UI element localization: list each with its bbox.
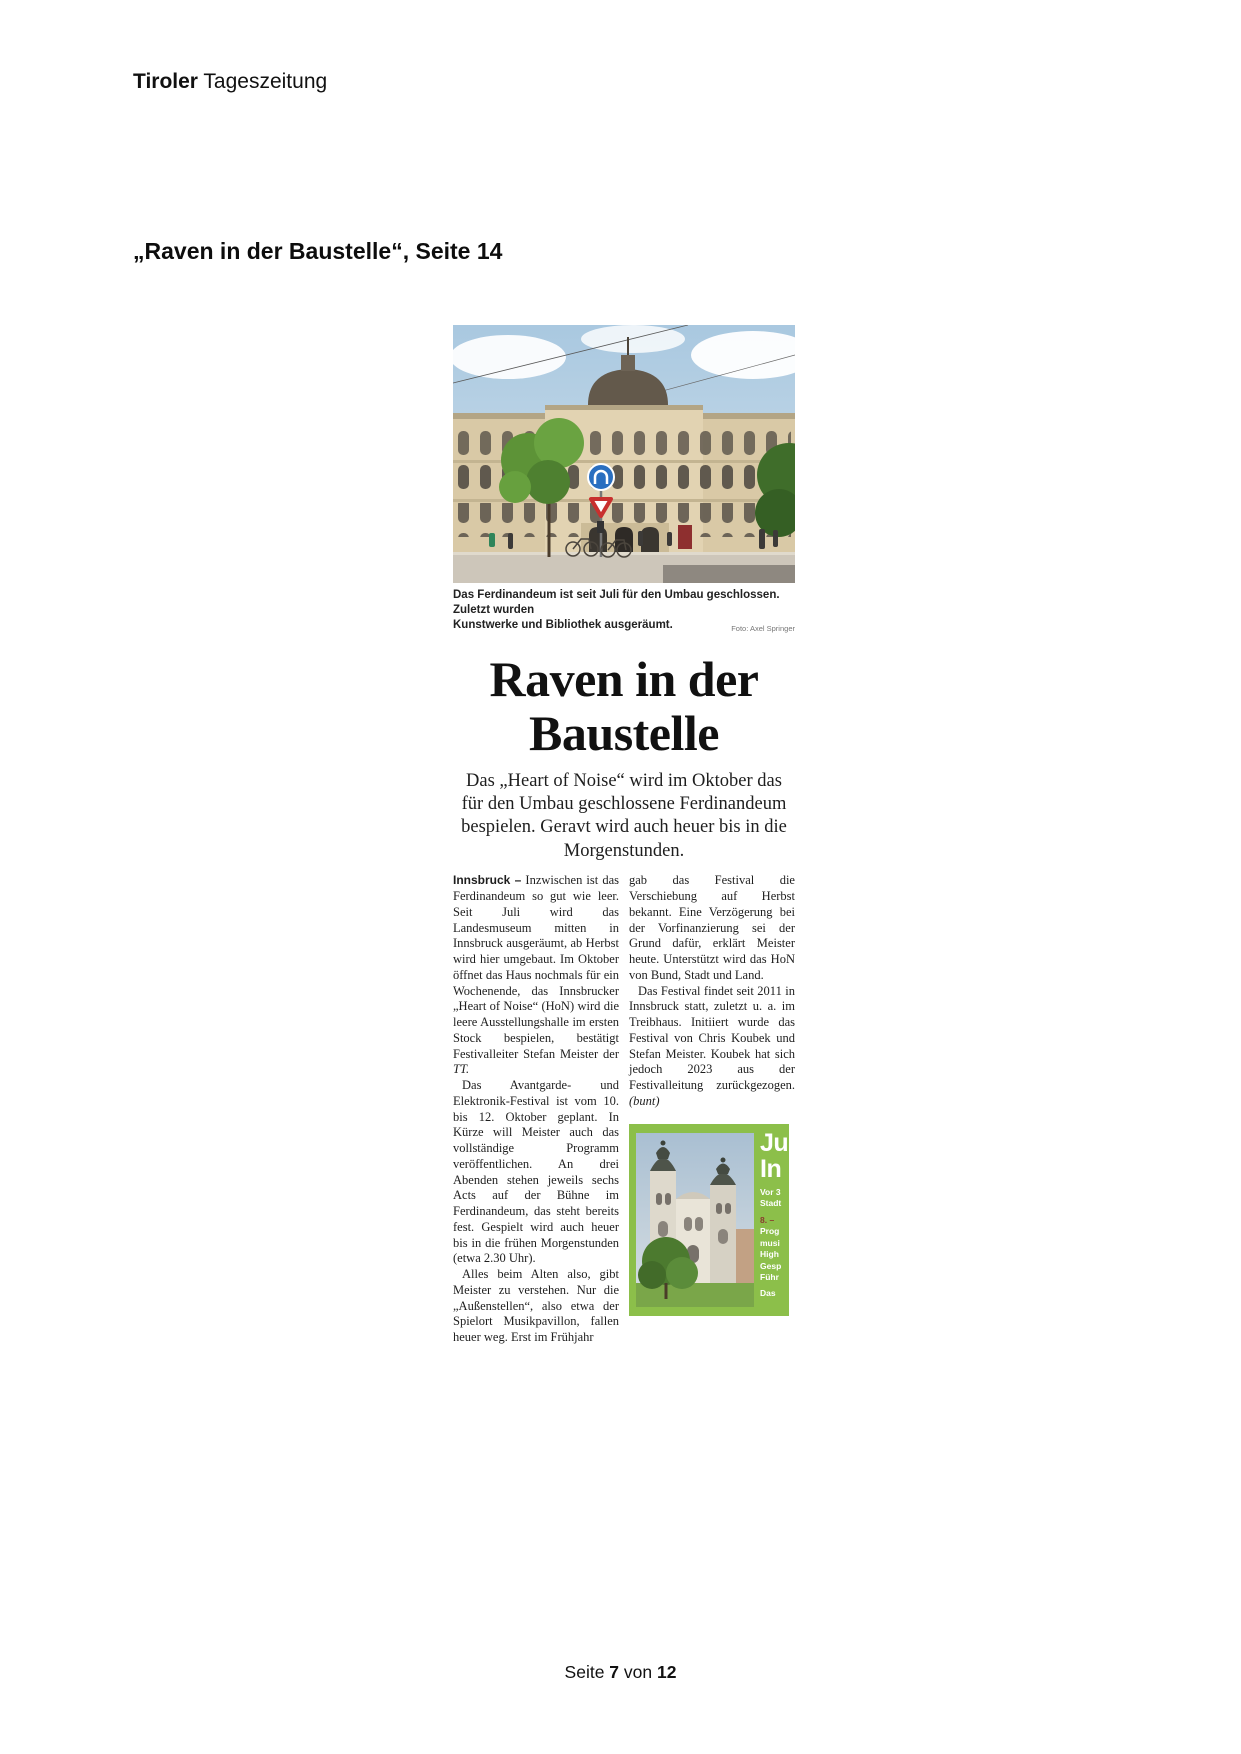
body-paragraph-2: Das Avantgarde- und Elektronik-Festival ist vom 10. bis 12. Oktober geplant. In Kürze will Meister auch das vollständige Programm veröffentlichen. An drei Abenden stehen jeweils sechs Acts auf der Bühne im Ferdinandeum, das steht bereits fest. Gespielt wird auch heuer bis in die frühen Morgenstunden (etwa 2.30 Uhr). [453,1078,619,1266]
masthead [133,70,327,94]
body-paragraph-5-text: Das Festival findet seit 2011 in Innsbruck statt, zuletzt u. a. im Treibhaus. Initiiert wurde das Festival von Chris Koubek und Stefan Meister. Koubek hat sich jedoch 2023 aus der Festivalleitung zurückgezogen. [629,983,795,1093]
body-paragraph-5 [629,984,795,1110]
body-paragraph-4: gab das Festival die Verschiebung auf Herbst bekannt. Eine Verzögerung bei der Vorfinanzierung sei der Grund dafür, erklärt Meister heute. Unterstützt wird das HoN von Bund, Stadt und Land. [629,873,795,982]
ad-title-line2: In [760,1154,782,1183]
masthead-brand-regular: Tageszeitung [197,70,328,93]
article-clipping [453,325,795,1346]
body-column-2 [629,873,795,1346]
ad-text [760,1130,789,1300]
masthead-brand-bold: Tiroler [133,70,198,93]
ad-line: High [760,1249,779,1260]
ad-line: Gesp [760,1260,782,1271]
page-footer [0,1662,1241,1683]
article-subhead: Das „Heart of Noise“ wird im Oktober das für den Umbau geschlossene Ferdinandeum bespielen. Geravt wird auch heuer bis in die Morgenstunden. [461,770,787,861]
ad-box [629,1124,789,1316]
body-column-1 [453,873,619,1346]
body-paragraph-1-text: Inzwischen ist das Ferdinandeum so gut wie leer. Seit Juli wird das Landesmuseum mitten in Innsbruck ausgeräumt, ab Herbst wird hier umgebaut. Im Oktober öffnet das Haus nochmals für ein Wochenende, das Innsbrucker „Heart of Noise“ (HoN) wird die leere Ausstellungshalle im ersten Stock bespielen, bestätigt Festivalleiter Stefan Meister der [453,873,619,1061]
ad-title [760,1130,789,1182]
photo-caption-line2: Kunstwerke und Bibliothek ausgeräumt. [453,619,673,632]
ferdinandeum-photo-illustration [453,325,795,583]
location-lead-in: Innsbruck – [453,873,522,888]
footer-middle: von [619,1662,657,1682]
photo-caption-line1: Das Ferdinandeum ist seit Juli für den Umbau geschlossen. Zuletzt wurden [453,589,780,617]
article-headline [453,652,795,760]
ad-line: Das [760,1288,776,1299]
ad-title-line1: Ju [760,1128,789,1157]
article-body [453,873,795,1346]
ad-line-date: 8. – [760,1214,775,1225]
footer-total-pages: 12 [656,1662,677,1682]
church-photo-illustration [636,1133,754,1307]
body-paragraph-3: Alles beim Alten also, gibt Meister zu verstehen. Nur die „Außenstellen“, also etwa der Spielort Musikpavillon, fallen heuer weg. Erst im Frühjahr [453,1267,619,1345]
footer-prefix: Seite [564,1662,610,1682]
ad-line: Prog [760,1226,780,1237]
body-paragraph-1 [453,873,619,1078]
article-headline-line2: Baustelle [529,704,719,761]
publication-cite: TT. [453,1062,470,1077]
section-title: „Raven in der Baustelle“, Seite 14 [133,238,503,264]
ad-line: musi [760,1237,780,1248]
ferdinandeum-photo [453,325,795,583]
article-headline-line1: Raven in der [489,650,759,707]
author-signature: (bunt) [629,1093,660,1108]
photo-credit: Foto: Axel Springer [731,623,795,633]
ad-line: Vor 3 [760,1186,781,1197]
ad-line: Führ [760,1271,779,1282]
footer-page-number: 7 [609,1662,620,1682]
church-photo [636,1133,754,1307]
photo-caption [453,588,795,634]
ad-line: Stadt [760,1198,782,1209]
